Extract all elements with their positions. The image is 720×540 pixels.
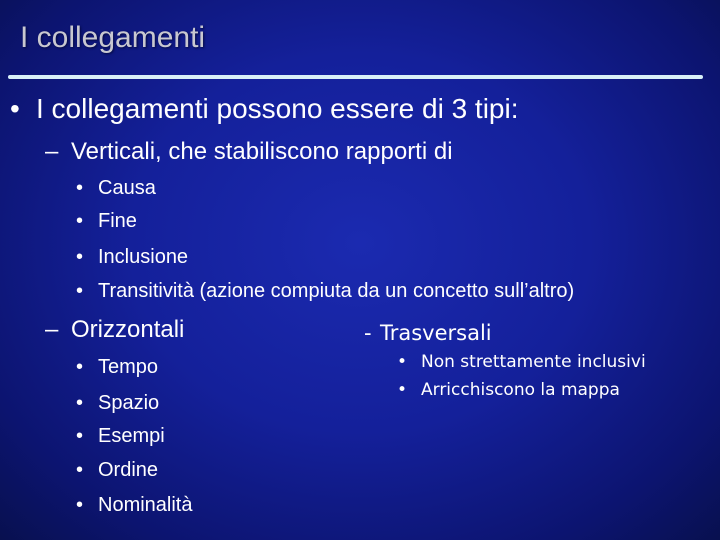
list-item [397,350,646,374]
list-item [76,492,192,518]
bullet-icon: • [76,392,84,414]
dash-icon: - [364,321,372,345]
list-item [76,278,574,304]
list-item-label: Fine [98,210,137,232]
orizzontali-heading [45,315,184,345]
trasversali-heading [364,318,492,348]
list-item [76,423,165,449]
list-item [397,378,620,402]
list-item-label: Esempi [98,425,165,447]
list-item [76,457,158,483]
bullet-icon: • [76,356,84,378]
list-item-label: Transitività (azione compiuta da un concetto sull’altro) [98,280,575,302]
bullet-icon: • [76,494,84,516]
list-item-label: Spazio [98,392,160,414]
list-item [76,244,188,270]
bullet-icon: • [76,246,84,268]
intro-line [8,92,519,126]
list-item [76,354,158,380]
bullet-icon: • [76,459,84,481]
intro-text: I collegamenti possono essere di 3 tipi: [36,93,519,124]
orizzontali-text: Orizzontali [71,316,185,343]
dash-icon: – [45,316,59,343]
title-divider [8,75,703,79]
trasversali-text: Trasversali [380,321,492,345]
bullet-icon: • [76,210,84,232]
bullet-icon: • [397,352,408,372]
list-item-label: Non strettamente inclusivi [421,352,646,372]
bullet-icon: • [10,93,20,124]
slide-title: I collegamenti [20,21,206,54]
list-item [76,390,159,416]
list-item-label: Ordine [98,459,159,481]
bullet-icon: • [76,280,84,302]
list-item-label: Arricchiscono la mappa [421,380,620,400]
list-item [76,208,137,234]
verticali-text: Verticali, che stabiliscono rapporti di [71,138,453,165]
list-item-label: Nominalità [98,494,193,516]
verticali-heading [45,137,453,167]
list-item-label: Tempo [98,356,159,378]
dash-icon: – [45,138,59,165]
bullet-icon: • [76,177,84,199]
list-item-label: Inclusione [98,246,189,268]
bullet-icon: • [397,380,408,400]
list-item-label: Causa [98,177,156,199]
bullet-icon: • [76,425,84,447]
list-item [76,175,156,201]
